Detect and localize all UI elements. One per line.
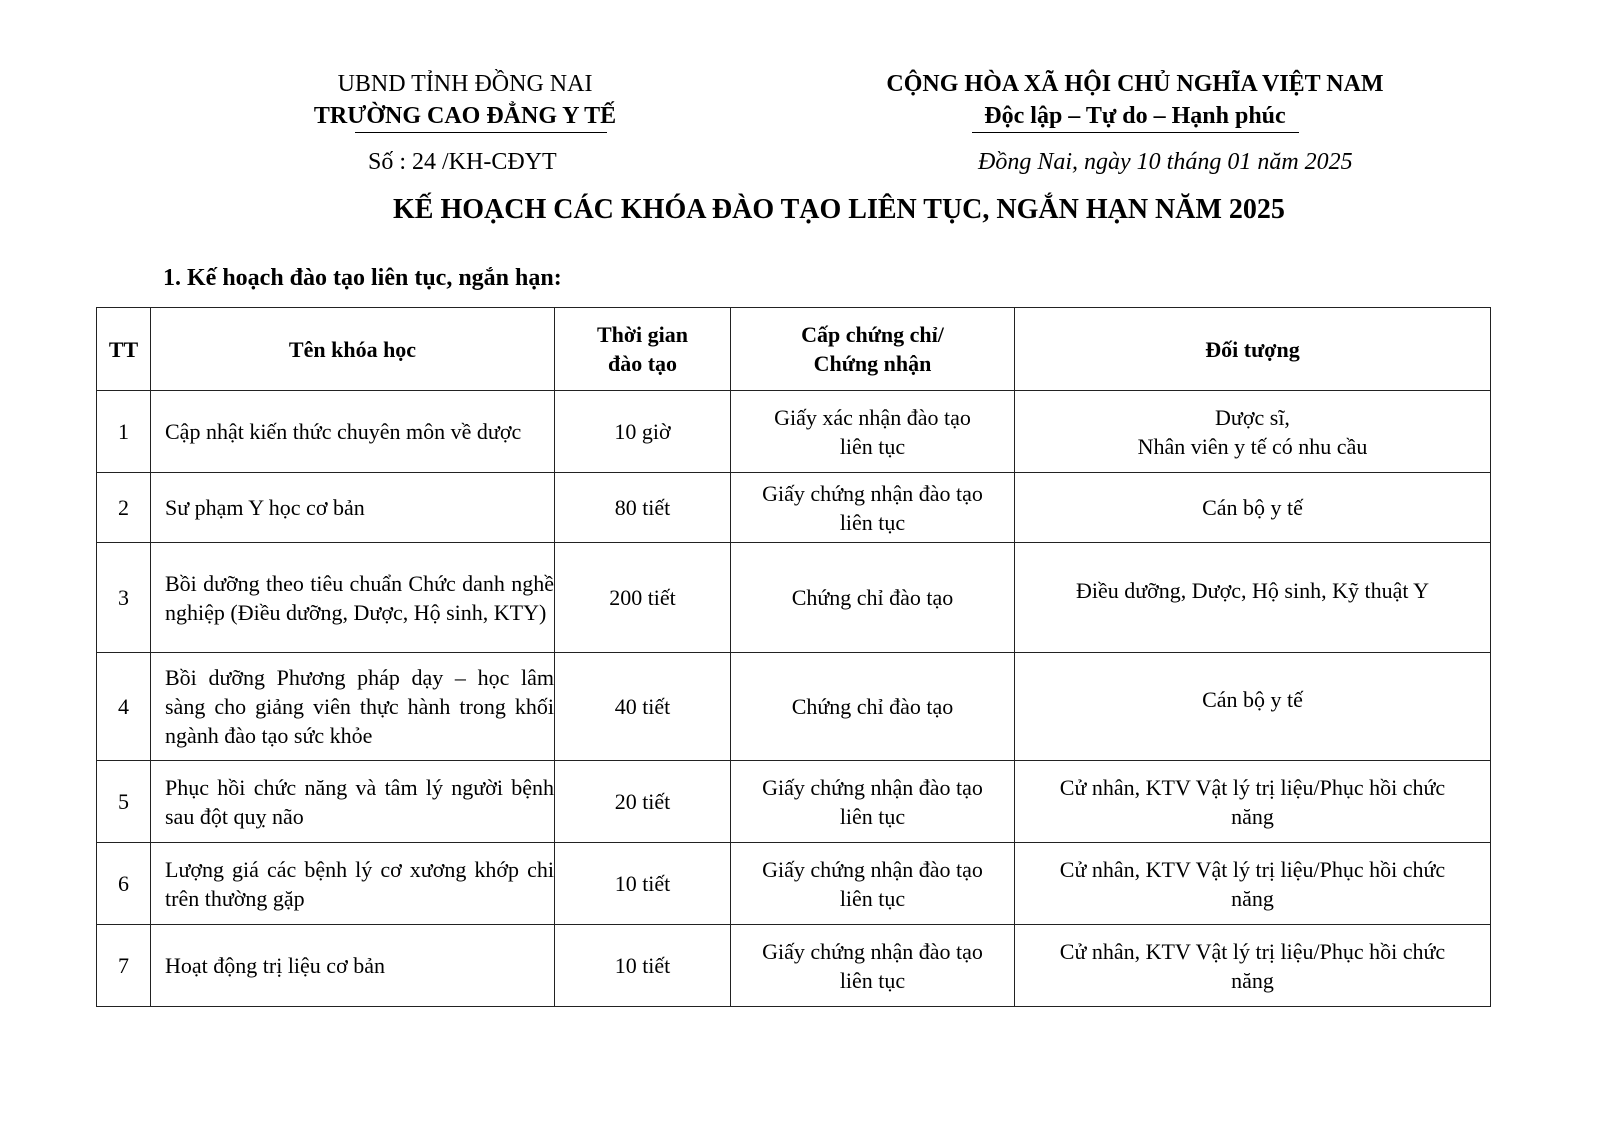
audience-line1: Cử nhân, KTV Vật lý trị liệu/Phục hồi chức [1059, 774, 1446, 800]
row-certificate [731, 473, 1015, 543]
row-certificate [731, 761, 1015, 843]
certificate-line2: liên tục [839, 967, 906, 993]
org-underline [355, 132, 607, 133]
row-audience [1015, 543, 1491, 653]
certificate-line1: Giấy chứng nhận đào tạo [762, 856, 983, 882]
certificate-line1: Chứng chỉ đào tạo [791, 585, 954, 610]
motto: Độc lập – Tự do – Hạnh phúc [984, 103, 1286, 129]
row-certificate [731, 653, 1015, 761]
row-duration: 10 giờ [555, 391, 731, 473]
training-plan-table [96, 307, 1491, 1007]
national-motto [850, 68, 1420, 132]
issuing-organization [300, 68, 630, 132]
row-course-name: Hoạt động trị liệu cơ bản [151, 925, 555, 1007]
row-tt: 6 [97, 843, 151, 925]
row-audience [1015, 843, 1491, 925]
row-tt: 5 [97, 761, 151, 843]
row-duration: 10 tiết [555, 925, 731, 1007]
audience-line1: Cán bộ y tế [1202, 495, 1303, 520]
audience-line1: Điều dưỡng, Dược, Hộ sinh, Kỹ thuật Y [1075, 578, 1430, 603]
row-certificate [731, 543, 1015, 653]
certificate-line2: liên tục [839, 885, 906, 911]
row-tt: 4 [97, 653, 151, 761]
row-audience [1015, 391, 1491, 473]
row-duration: 200 tiết [555, 543, 731, 653]
document-title: KẾ HOẠCH CÁC KHÓA ĐÀO TẠO LIÊN TỤC, NGẮN HẠN NĂM 2025 [393, 194, 1285, 225]
table-row [97, 925, 1491, 1007]
table-row [97, 391, 1491, 473]
header-duration [555, 308, 731, 391]
province-committee: UBND TỈNH ĐỒNG NAI [337, 71, 593, 97]
certificate-line1: Giấy chứng nhận đào tạo [762, 480, 983, 506]
row-audience [1015, 473, 1491, 543]
table-row [97, 761, 1491, 843]
row-course-name: Cập nhật kiến thức chuyên môn về dược [151, 391, 555, 473]
certificate-line2: liên tục [839, 433, 906, 459]
row-certificate [731, 925, 1015, 1007]
row-duration: 10 tiết [555, 843, 731, 925]
certificate-line1: Giấy chứng nhận đào tạo [762, 938, 983, 964]
certificate-line2: liên tục [839, 509, 906, 535]
row-duration: 40 tiết [555, 653, 731, 761]
certificate-line1: Chứng chỉ đào tạo [791, 694, 954, 719]
audience-line2: năng [1231, 803, 1274, 829]
row-certificate [731, 843, 1015, 925]
row-tt: 2 [97, 473, 151, 543]
document-number: Số : 24 /KH-CĐYT [368, 149, 557, 175]
college-name: TRƯỜNG CAO ĐẲNG Y TẾ [313, 103, 617, 129]
header-tt: TT [97, 308, 151, 391]
certificate-line1: Giấy chứng nhận đào tạo [762, 774, 983, 800]
row-audience [1015, 925, 1491, 1007]
audience-line1: Dược sĩ, [1215, 404, 1290, 430]
row-course-name: Lượng giá các bệnh lý cơ xương khớp chi trên thường gặp [151, 843, 555, 925]
row-duration: 80 tiết [555, 473, 731, 543]
table-row [97, 473, 1491, 543]
row-course-name: Bồi dưỡng theo tiêu chuẩn Chức danh nghề nghiệp (Điều dưỡng, Dược, Hộ sinh, KTY) [151, 543, 555, 653]
republic-name: CỘNG HÒA XÃ HỘI CHỦ NGHĨA VIỆT NAM [886, 71, 1384, 97]
header-certificate-line2: Chứng nhận [813, 351, 932, 376]
audience-line1: Cán bộ y tế [1202, 687, 1303, 712]
row-duration: 20 tiết [555, 761, 731, 843]
row-certificate [731, 391, 1015, 473]
certificate-line1: Giấy xác nhận đào tạo [774, 404, 971, 430]
audience-line2: năng [1231, 885, 1274, 911]
table-row [97, 543, 1491, 653]
row-tt: 7 [97, 925, 151, 1007]
row-tt: 3 [97, 543, 151, 653]
row-audience [1015, 653, 1491, 761]
header-certificate [731, 308, 1015, 391]
header-course-name: Tên khóa học [151, 308, 555, 391]
motto-underline [972, 132, 1299, 133]
audience-line2: năng [1231, 967, 1274, 993]
audience-line2: Nhân viên y tế có nhu cầu [1137, 433, 1368, 459]
table-header-row [97, 308, 1491, 391]
row-tt: 1 [97, 391, 151, 473]
table-row [97, 653, 1491, 761]
section-heading: 1. Kế hoạch đào tạo liên tục, ngắn hạn: [163, 265, 562, 291]
row-course-name: Bồi dưỡng Phương pháp dạy – học lâm sàng cho giảng viên thực hành trong khối ngành đào tạo sức khỏe [151, 653, 555, 761]
table-row [97, 843, 1491, 925]
audience-line1: Cử nhân, KTV Vật lý trị liệu/Phục hồi chức [1059, 938, 1446, 964]
row-course-name: Sư phạm Y học cơ bản [151, 473, 555, 543]
header-duration-line2: đào tạo [607, 351, 678, 376]
row-audience [1015, 761, 1491, 843]
header-audience: Đối tượng [1015, 308, 1491, 391]
audience-line1: Cử nhân, KTV Vật lý trị liệu/Phục hồi chức [1059, 856, 1446, 882]
row-course-name: Phục hồi chức năng và tâm lý người bệnh sau đột quỵ não [151, 761, 555, 843]
certificate-line2: liên tục [839, 803, 906, 829]
header-certificate-line1: Cấp chứng chỉ/ [801, 322, 944, 347]
header-duration-line1: Thời gian [596, 322, 689, 347]
document-date: Đồng Nai, ngày 10 tháng 01 năm 2025 [978, 149, 1353, 175]
